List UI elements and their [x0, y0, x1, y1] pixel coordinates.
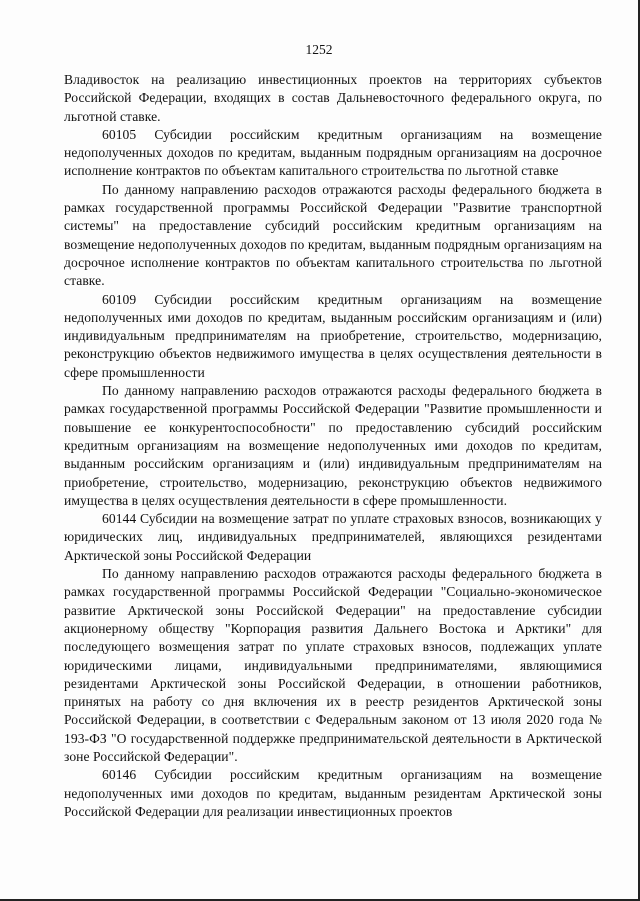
- document-body: [64, 71, 602, 821]
- paragraph-60146-heading: 60146 Субсидии российским кредитным организациям на возмещение недополученных ими доходов по кредитам, выданным резидентам Арктической зоны Российской Федерации для реализации инвестиционных проектов: [64, 767, 602, 819]
- paragraph-60105-heading: 60105 Субсидии российским кредитным организациям на возмещение недополученных доходов по кредитам, выданным подрядным организациям на досрочное исполнение контрактов по объектам капитального строительства по льготной ставке: [64, 126, 602, 179]
- paragraph-continuation: Владивосток на реализацию инвестиционных проектов на территориях субъектов Российской Федерации, входящих в состав Дальневосточного федерального округа, по льготной ставке.: [64, 72, 602, 124]
- paragraph-60109-heading: 60109 Субсидии российским кредитным организациям на возмещение недополученных ими доходов по кредитам, выданным российским организациям и (или) индивидуальным предпринимателям на приобретение, строительство, модернизацию, реконструкцию объектов недвижимого имущества в целях осуществления деятельности в сфере промышленности: [64, 291, 602, 380]
- page-number: 1252: [305, 42, 333, 57]
- paragraph-60144-description: По данному направлению расходов отражаются расходы федерального бюджета в рамках государственной программы Российской Федерации "Социально-экономическое развитие Арктической зоны Российской Федерации" на предоставление субсидии акционерному обществу "Корпорация развития Дальнего Востока и Арктики" для последующего возмещения затрат по уплате страховых взносов, подлежащих уплате юридическими лицами, индивидуальными предпринимателями, являющимися резидентами Арктической зоны Российской Федерации, в отношении работников, принятых на работу со дня включения их в реестр резидентов Арктической зоны Российской Федерации, в соответствии с Федеральным законом от 13 июля 2020 года № 193-ФЗ "О государственной поддержке предпринимательской деятельности в Арктической зоне Российской Федерации".: [64, 566, 602, 764]
- paragraph-60105-description: По данному направлению расходов отражаются расходы федерального бюджета в рамках государственной программы Российской Федерации "Развитие транспортной системы" на предоставление субсидий российским кредитным организациям на возмещение недополученных доходов по кредитам, выданным подрядным организациям на досрочное исполнение контрактов по объектам капитального строительства по льготной ставке.: [64, 181, 602, 289]
- paragraph-60109-description: По данному направлению расходов отражаются расходы федерального бюджета в рамках государственной программы Российской Федерации "Развитие промышленности и повышение ее конкурентоспособности" по предоставлению субсидий российским кредитным организациям на возмещение недополученных ими доходов по кредитам, выданным российским организациям и (или) индивидуальным предпринимателям на приобретение, строительство, модернизацию, реконструкцию объектов недвижимого имущества в целях осуществления деятельности в сфере промышленности.: [64, 383, 602, 508]
- paragraph-60144-heading: 60144 Субсидии на возмещение затрат по уплате страховых взносов, возникающих у юридических лиц, индивидуальных предпринимателей, являющихся резидентами Арктической зоны Российской Федерации: [64, 511, 602, 563]
